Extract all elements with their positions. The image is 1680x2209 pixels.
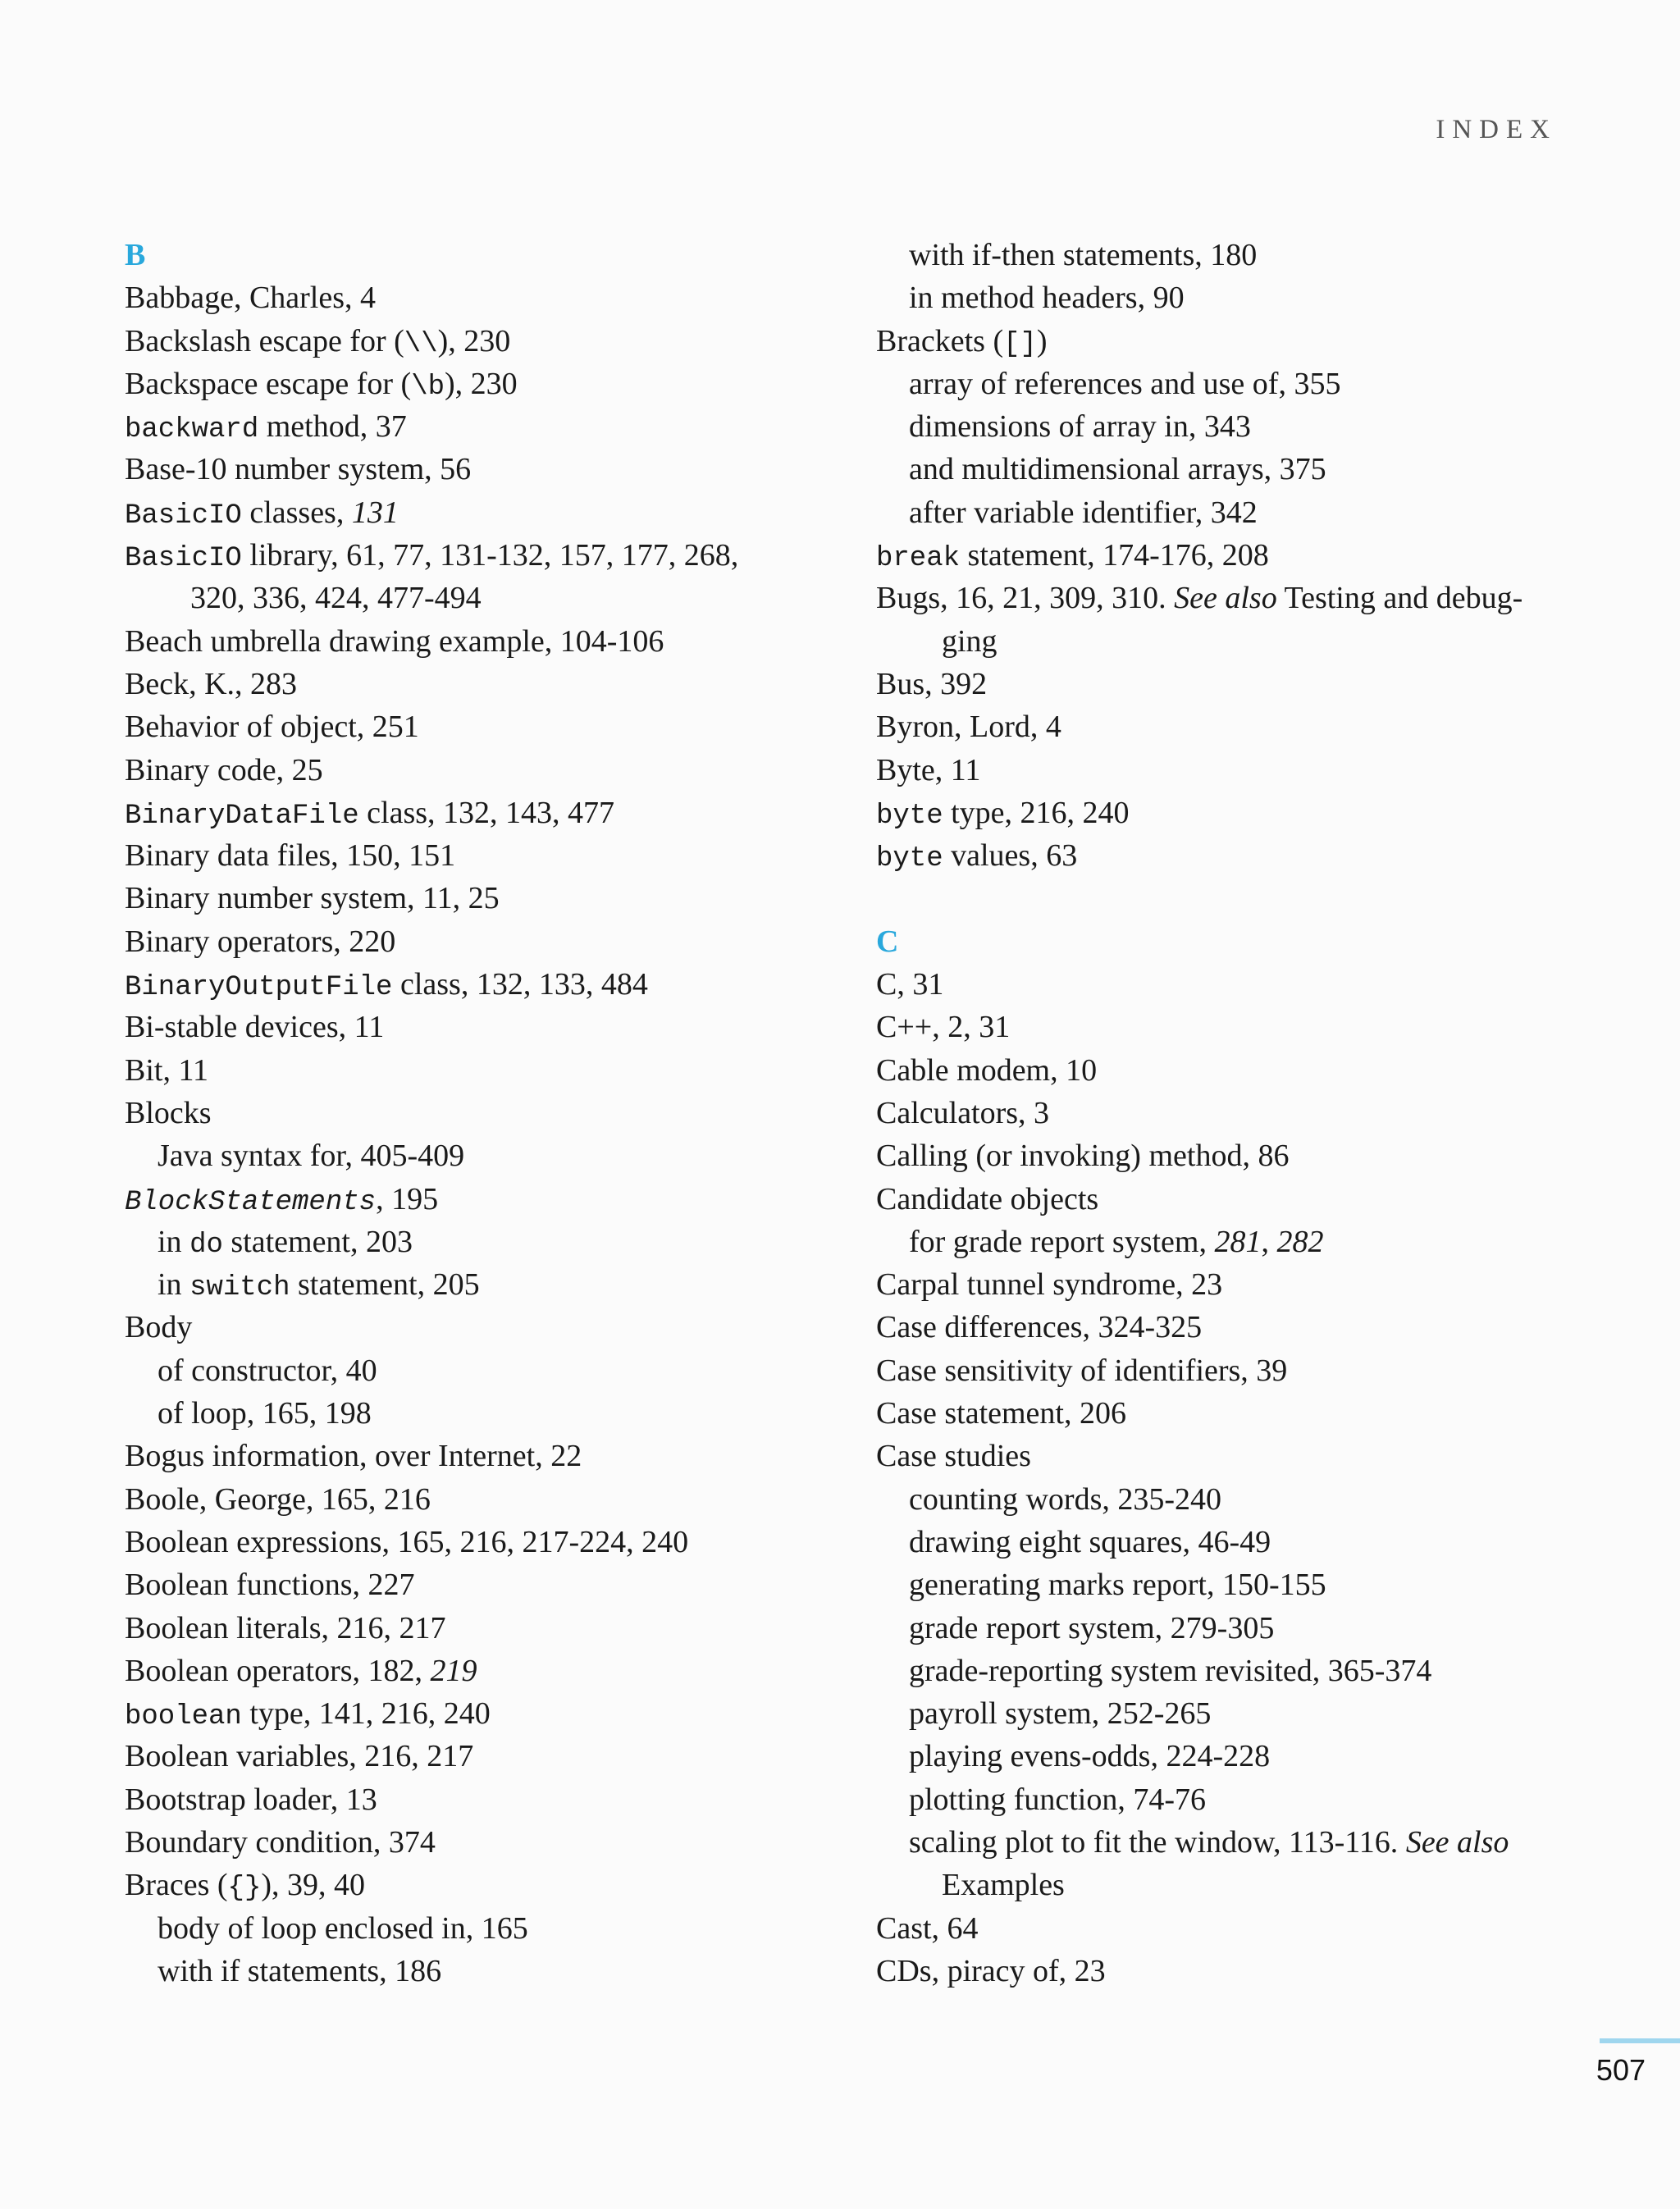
entry-text-segment: , 195 (376, 1181, 439, 1216)
entry-text-segment: BinaryOutputFile (125, 972, 393, 1004)
index-subentry (876, 1221, 1598, 1263)
entry-text-segment: Brackets ( (876, 323, 1004, 358)
index-subentry (876, 1821, 1598, 1864)
index-subentry: of loop, 165, 198 (158, 1396, 372, 1431)
index-column-left (125, 234, 847, 1992)
index-section-letter: B (125, 238, 146, 272)
index-subentry: plotting function, 74-76 (909, 1782, 1207, 1817)
index-entry: CDs, piracy of, 23 (876, 1953, 1106, 1988)
index-section-letter: C (876, 924, 899, 959)
index-entry (125, 1692, 847, 1735)
index-entry: Base-10 number system, 56 (125, 452, 472, 487)
index-column-right (876, 234, 1598, 1992)
running-head: INDEX (1436, 115, 1557, 144)
entry-text-segment: statement, 205 (290, 1267, 480, 1303)
index-entry: 320, 336, 424, 477-494 (190, 581, 482, 616)
index-entry: Bogus information, over Internet, 22 (125, 1439, 582, 1474)
entry-text-segment: BasicIO (125, 543, 242, 575)
entry-text-segment: 131 (351, 495, 399, 530)
index-entry (125, 792, 847, 834)
entry-text-segment: Testing and debug- (1276, 581, 1523, 616)
entry-text-segment: BasicIO (125, 500, 242, 532)
index-subentry: with if-then statements, 180 (909, 238, 1258, 272)
index-entry: Binary data files, 150, 151 (125, 838, 456, 874)
index-entry: Binary code, 25 (125, 752, 323, 787)
index-entry (876, 534, 1598, 577)
entry-text-segment: statement, 203 (222, 1224, 413, 1259)
index-entry: Boundary condition, 374 (125, 1824, 436, 1860)
index-entry: Case studies (876, 1439, 1031, 1474)
index-subentry: Java syntax for, 405-409 (158, 1139, 465, 1174)
index-subentry: dimensions of array in, 343 (909, 409, 1251, 445)
entry-text-segment: ), 230 (445, 366, 518, 401)
index-entry: Boolean functions, 227 (125, 1568, 415, 1603)
entry-text-segment: boolean (125, 1701, 242, 1733)
entry-text-segment: See also (1405, 1824, 1509, 1860)
index-entry: Behavior of object, 251 (125, 710, 419, 745)
index-subentry: grade report system, 279-305 (909, 1610, 1275, 1645)
index-entry: Binary number system, 11, 25 (125, 881, 500, 916)
index-subentry (125, 1263, 847, 1306)
entry-text-segment: break (876, 543, 961, 575)
entry-text-segment: statement, 174-176, 208 (960, 538, 1269, 573)
index-entry: Boolean variables, 216, 217 (125, 1739, 474, 1774)
entry-text-segment: Bugs, 16, 21, 309, 310. (876, 581, 1175, 616)
index-subentry: counting words, 235-240 (909, 1481, 1222, 1517)
entry-text-segment: class, 132, 143, 477 (358, 795, 615, 830)
index-entry: Cable modem, 10 (876, 1052, 1098, 1088)
index-entry (125, 963, 847, 1006)
index-subentry: in method headers, 90 (909, 281, 1185, 316)
footer-rule (1600, 2038, 1680, 2043)
index-subentry: array of references and use of, 355 (909, 366, 1341, 401)
index-subentry: of constructor, 40 (158, 1353, 377, 1388)
index-entry (876, 577, 1598, 619)
entry-text-segment: [] (1003, 328, 1037, 360)
entry-text-segment: in (158, 1267, 190, 1303)
entry-text-segment: backward (125, 414, 259, 446)
entry-text-segment: scaling plot to fit the window, 113-116. (909, 1824, 1406, 1860)
index-entry: Binary operators, 220 (125, 924, 396, 959)
entry-text-segment: byte (876, 843, 943, 875)
entry-text-segment: ) (1036, 323, 1048, 358)
index-entry: Calling (or invoking) method, 86 (876, 1139, 1290, 1174)
index-entry: Cast, 64 (876, 1910, 979, 1946)
entry-text-segment: \\ (404, 328, 438, 360)
entry-text-segment: type, 141, 216, 240 (241, 1696, 491, 1732)
index-subentry: and multidimensional arrays, 375 (909, 452, 1326, 487)
entry-text-segment: Backspace escape for ( (125, 366, 412, 401)
index-entry: Case statement, 206 (876, 1396, 1126, 1431)
index-entry: Bootstrap loader, 13 (125, 1782, 377, 1817)
index-subentry: grade-reporting system revisited, 365-374 (909, 1653, 1432, 1688)
page-number: 507 (1596, 2053, 1646, 2087)
index-entry (125, 320, 847, 363)
index-entry: Byte, 11 (876, 752, 981, 787)
index-subentry: playing evens-odds, 224-228 (909, 1739, 1271, 1774)
index-subentry: after variable identifier, 342 (909, 495, 1258, 530)
entry-text-segment: 219 (430, 1653, 477, 1688)
index-spacer (876, 877, 1598, 920)
index-entry: Carpal tunnel syndrome, 23 (876, 1267, 1223, 1303)
entry-text-segment: ), 230 (437, 323, 511, 358)
entry-text-segment: in (158, 1224, 190, 1259)
entry-text-segment: , (1261, 1224, 1277, 1259)
index-subentry: generating marks report, 150-155 (909, 1568, 1326, 1603)
index-subentry: payroll system, 252-265 (909, 1696, 1212, 1732)
index-subentry: body of loop enclosed in, 165 (158, 1910, 528, 1946)
index-entry: ging (942, 623, 998, 659)
entry-text-segment: ), 39, 40 (261, 1868, 366, 1903)
entry-text-segment: values, 63 (943, 838, 1078, 874)
entry-text-segment: Backslash escape for ( (125, 323, 404, 358)
index-entry: C++, 2, 31 (876, 1010, 1011, 1045)
index-entry: Bi-stable devices, 11 (125, 1010, 385, 1045)
index-entry (876, 834, 1598, 877)
entry-text-segment: BinaryDataFile (125, 800, 359, 832)
index-entry: Beach umbrella drawing example, 104-106 (125, 623, 664, 659)
index-entry: Byron, Lord, 4 (876, 710, 1061, 745)
index-entry: Candidate objects (876, 1181, 1099, 1216)
index-entry (125, 534, 847, 577)
entry-text-segment: library, 61, 77, 131-132, 157, 177, 268, (241, 538, 739, 573)
index-entry (876, 792, 1598, 834)
entry-text-segment: {} (227, 1873, 262, 1905)
entry-text-segment: method, 37 (258, 409, 407, 445)
entry-text-segment: BlockStatements (125, 1186, 377, 1218)
index-entry: C, 31 (876, 967, 944, 1002)
index-entry: Beck, K., 283 (125, 666, 298, 701)
index-subentry: Examples (942, 1868, 1065, 1903)
index-entry: Body (125, 1310, 193, 1345)
entry-text-segment: for grade report system, (909, 1224, 1215, 1259)
index-entry: Case sensitivity of identifiers, 39 (876, 1353, 1288, 1388)
index-entry: Blocks (125, 1095, 212, 1130)
index-subentry (125, 1221, 847, 1263)
index-entry (125, 363, 847, 405)
index-subentry: drawing eight squares, 46-49 (909, 1524, 1271, 1559)
index-entry (125, 405, 847, 448)
index-entry (125, 1864, 847, 1906)
entry-text-segment: Braces ( (125, 1868, 228, 1903)
index-entry (876, 320, 1598, 363)
entry-text-segment: \b (411, 371, 445, 403)
index-entry: Boolean expressions, 165, 216, 217-224, 240 (125, 1524, 689, 1559)
entry-text-segment: Boolean operators, 182, (125, 1653, 431, 1688)
entry-text-segment: See also (1174, 581, 1277, 616)
entry-text-segment: 282 (1276, 1224, 1324, 1259)
index-entry: Boole, George, 165, 216 (125, 1481, 431, 1517)
index-entry: Boolean literals, 216, 217 (125, 1610, 446, 1645)
index-entry (125, 1650, 847, 1692)
index-entry: Bit, 11 (125, 1052, 209, 1088)
entry-text-segment: class, 132, 133, 484 (392, 967, 648, 1002)
index-entry: Calculators, 3 (876, 1095, 1050, 1130)
index-entry (125, 1178, 847, 1221)
index-entry: Case differences, 324-325 (876, 1310, 1203, 1345)
index-entry (125, 491, 847, 534)
entry-text-segment: do (189, 1229, 223, 1261)
entry-text-segment: classes, (241, 495, 352, 530)
index-subentry: with if statements, 186 (158, 1953, 442, 1988)
index-entry: Babbage, Charles, 4 (125, 281, 377, 316)
index-entry: Bus, 392 (876, 666, 988, 701)
entry-text-segment: type, 216, 240 (943, 795, 1130, 830)
entry-text-segment: byte (876, 800, 943, 832)
entry-text-segment: 281 (1214, 1224, 1262, 1259)
entry-text-segment: switch (189, 1272, 290, 1304)
